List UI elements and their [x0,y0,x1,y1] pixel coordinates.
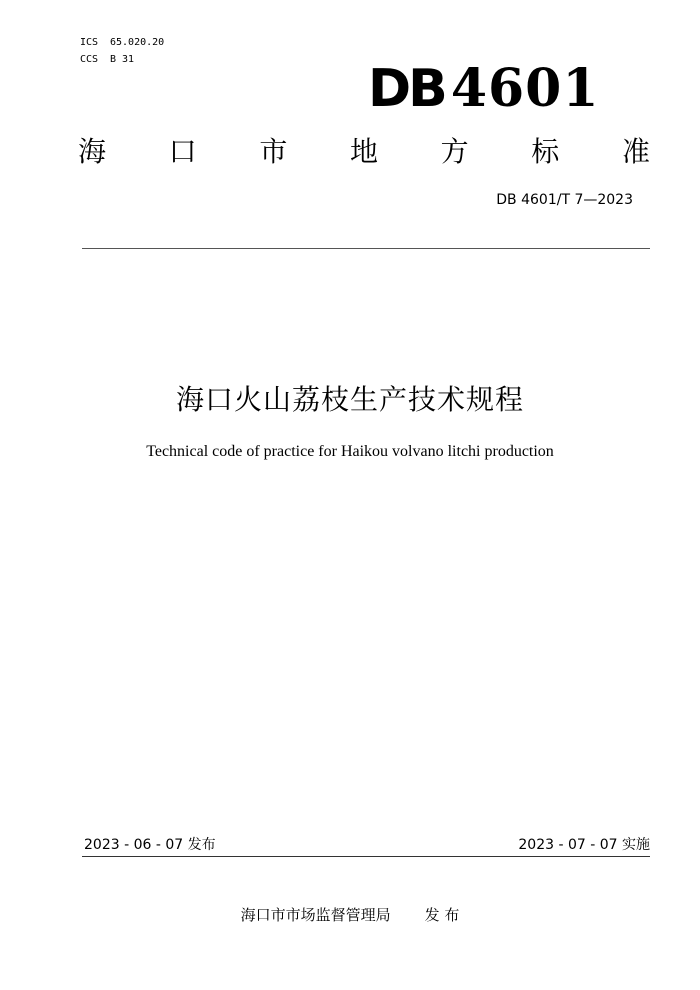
classification-block [80,34,164,68]
standard-mark [368,56,600,122]
standard-mark-number: 4601 [450,58,600,119]
standard-kind-char: 地 [349,135,378,168]
ccs-label: CCS [80,54,99,65]
issuer-name: 海口市市场监督管理局 [240,906,391,924]
ccs-line [80,51,164,68]
issuing-authority [0,904,700,926]
standard-mark-prefix: DB [368,59,445,119]
standard-number: DB 4601/T 7—2023 [496,192,633,208]
standard-kind-char: 海 [78,135,107,168]
ics-line [80,34,164,51]
footer-divider [82,856,650,857]
document-title-english: Technical code of practice for Haikou volvano litchi production [146,443,554,460]
standard-kind-char: 口 [168,135,197,168]
ccs-code: B 31 [110,54,135,65]
standard-kind-char: 市 [259,135,288,168]
issuer-action: 发 布 [424,906,460,924]
ics-label: ICS [80,37,99,48]
standard-kind-char: 准 [621,135,650,168]
standard-kind-heading [78,132,650,172]
header-divider [82,248,650,249]
issue-date: 2023 - 06 - 07 发布 [84,837,216,853]
implementation-date: 2023 - 07 - 07 实施 [518,837,650,853]
ics-code: 65.020.20 [110,37,165,48]
standard-kind-char: 方 [440,135,469,168]
standard-kind-char: 标 [531,135,560,168]
document-title-chinese: 海口火山荔枝生产技术规程 [175,383,524,416]
